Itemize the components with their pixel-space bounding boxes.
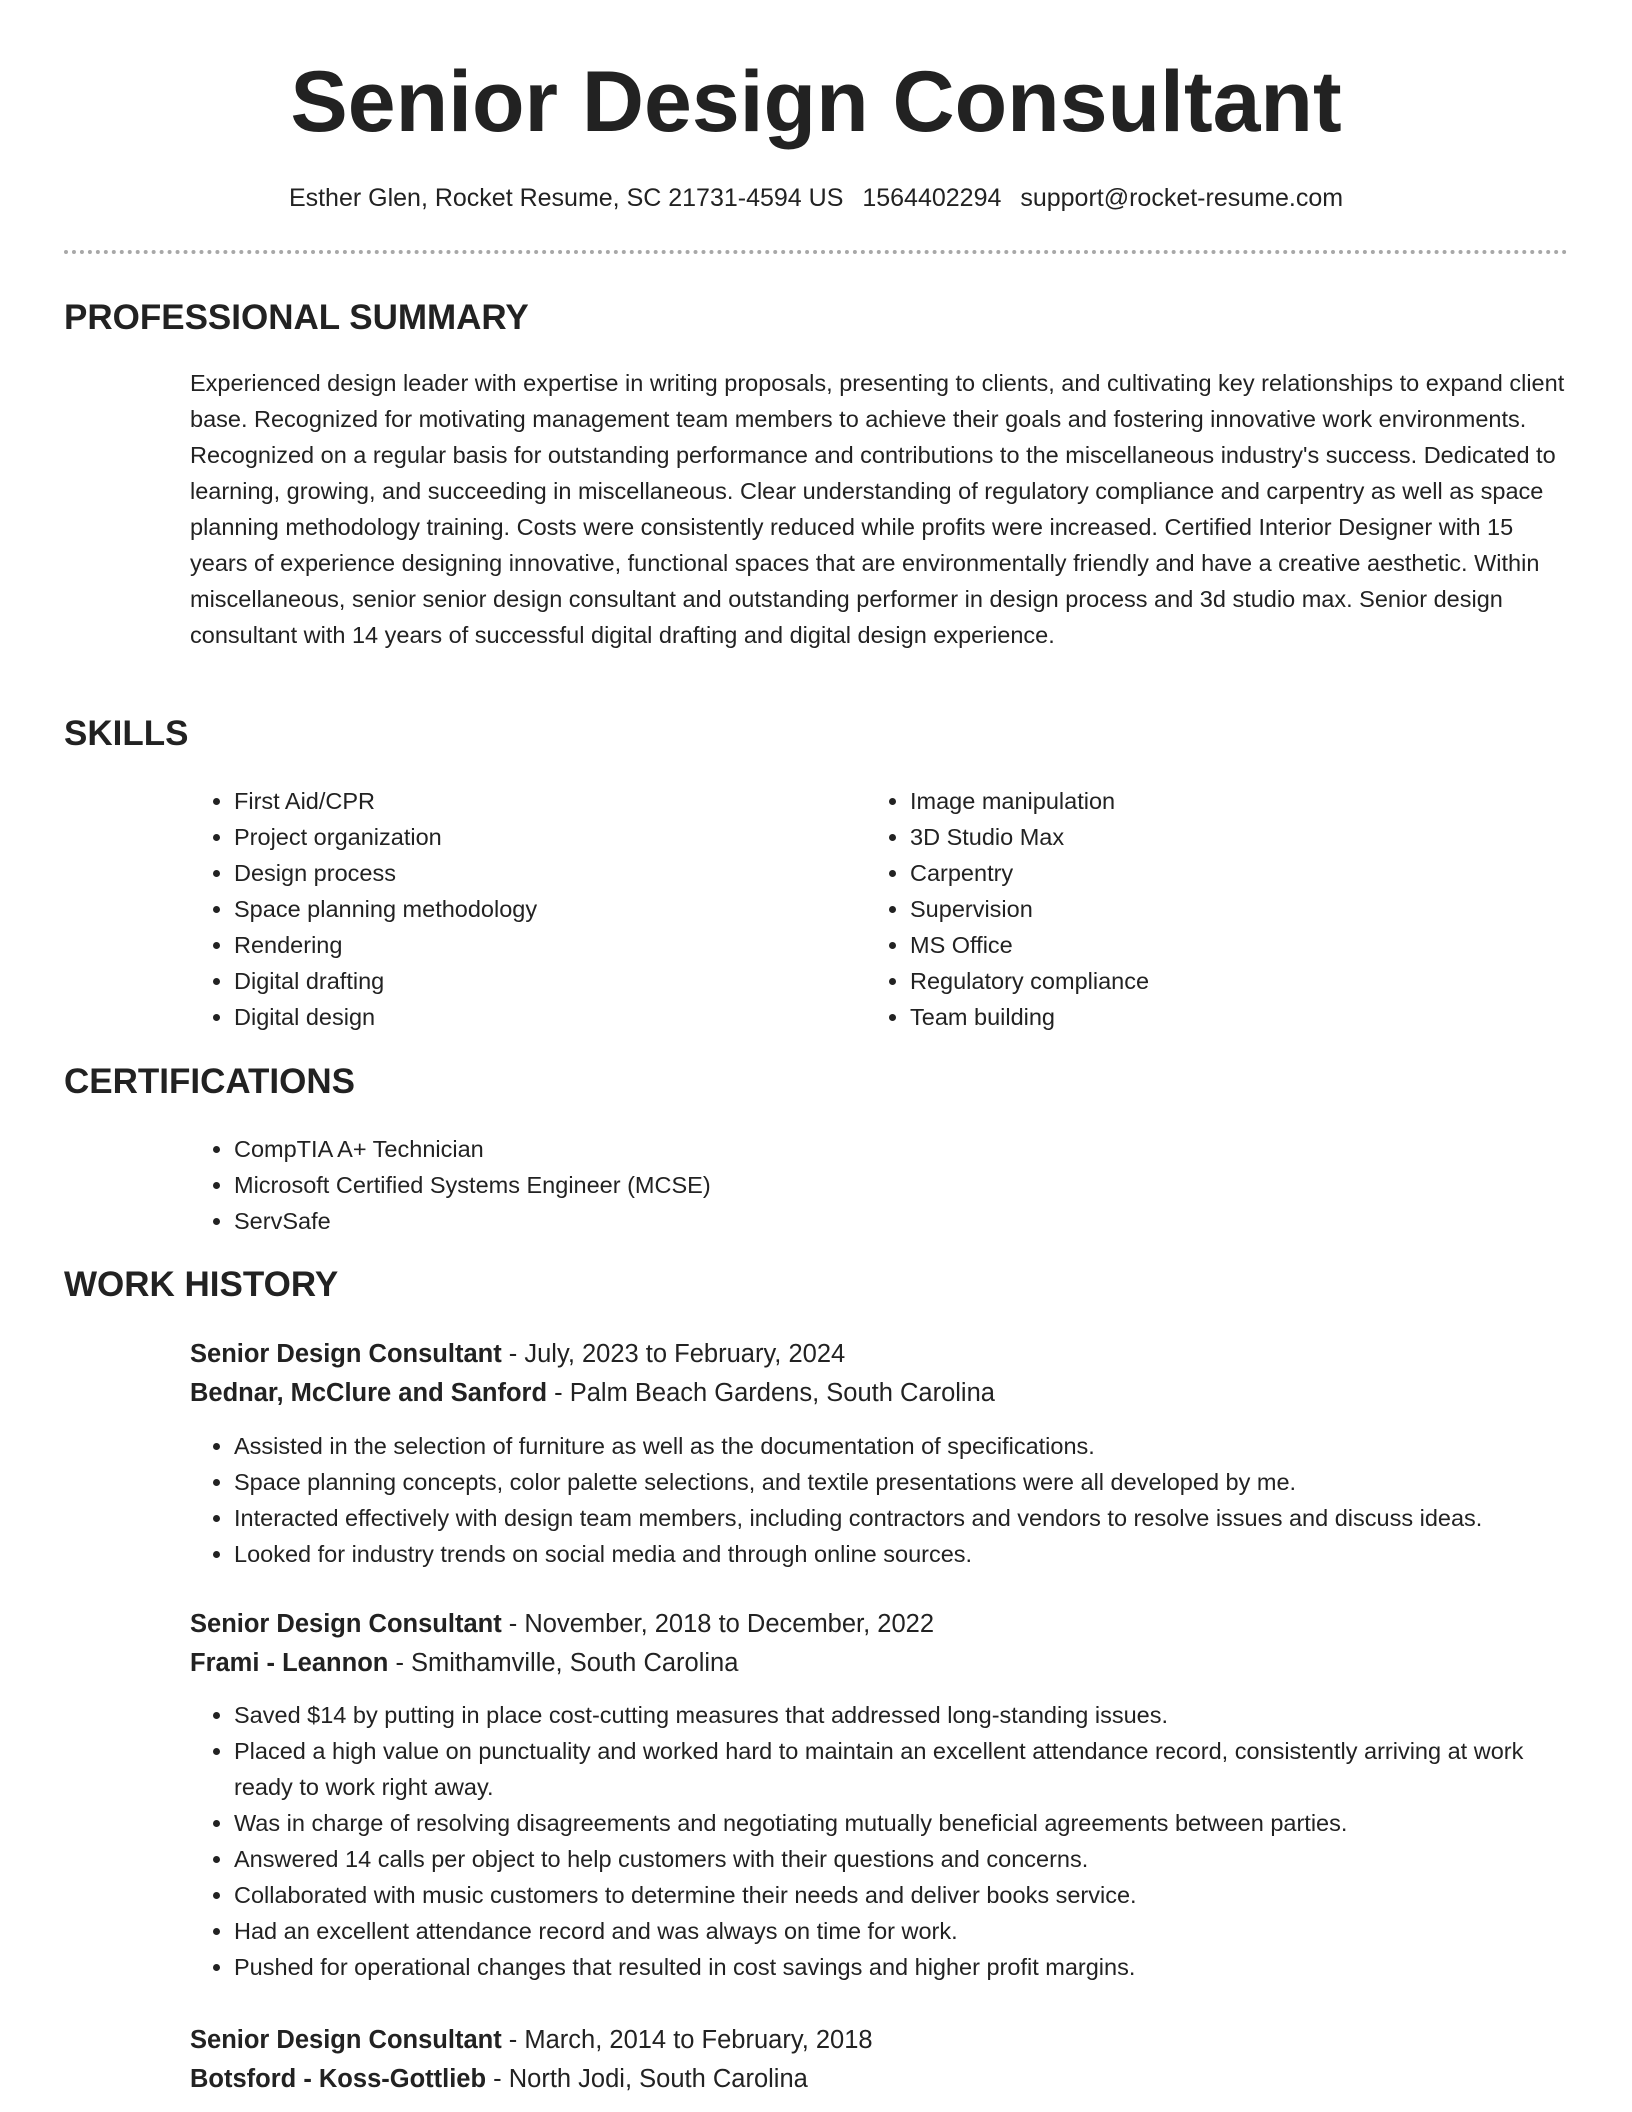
work-history-heading: WORK HISTORY [64, 1265, 339, 1304]
job-location: - Palm Beach Gardens, South Carolina [547, 1379, 995, 1407]
resume-title: Senior Design Consultant [290, 54, 1342, 150]
skills-right-column [866, 783, 1506, 1035]
summary-text: Experienced design leader with expertise in writing proposals, presenting to clients, and cultivating key relationships to expand client base. Recognized for motivating management team members to achieve their goals and fostering innovative work environments. Recognized on a regular basis for outstanding performance and contributions to the miscellaneous industry's success. Dedicated to learning, growing, and succeeding in miscellaneous. Clear understanding of regulatory compliance and carpentry as well as space planning methodology training. Costs were consistently reduced while profits were increased. Certified Interior Designer with 15 years of experience designing innovative, functional spaces that are environmentally friendly and have a creative aesthetic. Within miscellaneous, senior senior design consultant and outstanding performer in design process and 3d studio max. Senior design consultant with 14 years of successful digital drafting and digital design experience. [190, 370, 1565, 648]
skill-item: • First Aid/CPR [234, 783, 830, 819]
job-company-line [190, 2059, 1490, 2099]
job-duties [190, 1697, 1570, 1985]
duty-item: • Placed a high value on punctuality and worked hard to maintain an excellent attendance record, consistently arriving at work ready to work right away. [234, 1733, 1570, 1805]
skills-left-column [190, 783, 830, 1035]
duty-item: • Was in charge of resolving disagreements and negotiating mutually beneficial agreements between parties. [234, 1805, 1570, 1841]
job-dates: - July, 2023 to February, 2024 [501, 1340, 846, 1368]
contact-email[interactable]: support@rocket-resume.com [1020, 184, 1344, 212]
duty-item: • Looked for industry trends on social media and through online sources. [234, 1536, 1570, 1572]
contact-phone: 1564402294 [862, 184, 1002, 212]
skill-item: • Regulatory compliance [910, 963, 1506, 999]
skill-item: • Design process [234, 855, 830, 891]
duty-item: • Space planning concepts, color palette selections, and textile presentations were all developed by me. [234, 1464, 1570, 1500]
skill-item: • Supervision [910, 891, 1506, 927]
skill-item: • Digital design [234, 999, 830, 1035]
duty-item: • Interacted effectively with design team members, including contractors and vendors to resolve issues and discuss ideas. [234, 1500, 1570, 1536]
skill-item: • Image manipulation [910, 783, 1506, 819]
job-title: Senior Design Consultant [190, 1610, 502, 1638]
job-company-line [190, 1643, 1490, 1683]
job-company: Bednar, McClure and Sanford [190, 1379, 548, 1407]
skill-item: • Space planning methodology [234, 891, 830, 927]
duty-item: • Pushed for operational changes that resulted in cost savings and higher profit margins. [234, 1949, 1570, 1985]
job-title-line [190, 2020, 1490, 2060]
job-title: Senior Design Consultant [190, 1340, 502, 1368]
job-location: - Smithamville, South Carolina [388, 1649, 739, 1677]
job-title-line [190, 1604, 1490, 1644]
job-duties [190, 1428, 1570, 1572]
job-dates: - November, 2018 to December, 2022 [501, 1610, 935, 1638]
skill-item: • Digital drafting [234, 963, 830, 999]
skill-item: • Rendering [234, 927, 830, 963]
duty-item: • Assisted in the selection of furniture as well as the documentation of specifications. [234, 1428, 1570, 1464]
skills-heading: SKILLS [64, 714, 189, 753]
job-company: Frami - Leannon [190, 1649, 389, 1677]
job-dates: - March, 2014 to February, 2018 [501, 2026, 873, 2054]
certifications-list [190, 1131, 1390, 1239]
skill-item: • Project organization [234, 819, 830, 855]
job-company-line [190, 1373, 1490, 1413]
skill-item: • 3D Studio Max [910, 819, 1506, 855]
skill-item: • Carpentry [910, 855, 1506, 891]
job-title-line [190, 1334, 1490, 1374]
certification-item: • Microsoft Certified Systems Engineer (MCSE) [234, 1167, 1390, 1203]
skills-right-list [866, 783, 1506, 1035]
header-divider [64, 250, 1568, 254]
skills-left-list [190, 783, 830, 1035]
skill-item: • MS Office [910, 927, 1506, 963]
duty-item: • Saved $14 by putting in place cost-cutting measures that addressed long-standing issues. [234, 1697, 1570, 1733]
certification-item: • CompTIA A+ Technician [234, 1131, 1390, 1167]
contact-address: Esther Glen, Rocket Resume, SC 21731-4594 US [288, 184, 844, 212]
job-location: - North Jodi, South Carolina [486, 2065, 808, 2093]
duty-item: • Collaborated with music customers to determine their needs and deliver books service. [234, 1877, 1570, 1913]
summary-heading: PROFESSIONAL SUMMARY [64, 298, 529, 337]
certifications-heading: CERTIFICATIONS [64, 1062, 356, 1101]
duty-item: • Answered 14 calls per object to help customers with their questions and concerns. [234, 1841, 1570, 1877]
skill-item: • Team building [910, 999, 1506, 1035]
job-company: Botsford - Koss-Gottlieb [190, 2065, 487, 2093]
job-title: Senior Design Consultant [190, 2026, 502, 2054]
contact-line [0, 182, 1632, 214]
duty-item: • Had an excellent attendance record and was always on time for work. [234, 1913, 1570, 1949]
certification-item: • ServSafe [234, 1203, 1390, 1239]
